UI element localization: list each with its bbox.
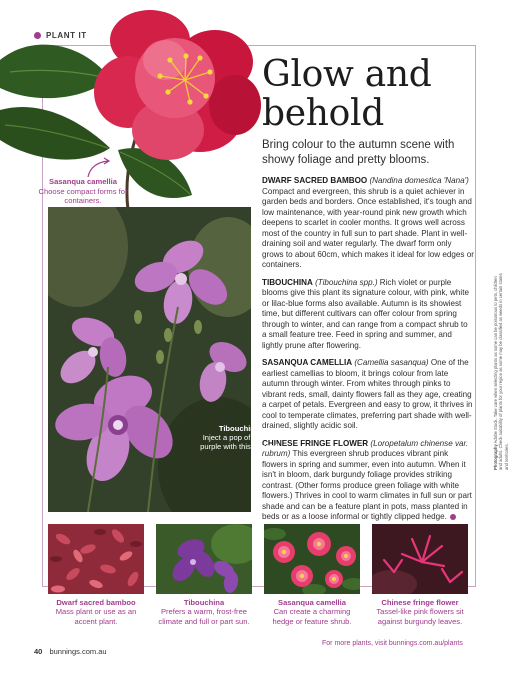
plant-scientific-name: (Loropetalum chinense var. rubrum) [262,438,469,458]
page-number: 40 [34,647,43,656]
plant-entry [262,358,474,432]
thumb-description: Mass plant or use as an accent plant. [55,607,137,626]
plant-description: One of the earliest camellias to bloom, it brings colour from late autumn through winter. From whites through pinks to vibrant reds, small, dainty flowers fall as they age, creating a carpet of petals. Evergreen and easy to grow, it thrives in cool to temperate climates, preferring part shade with well-drained, slightly acidic soil. [262,358,473,430]
thumb-image [156,524,252,594]
title-line-2: behold [262,93,384,134]
thumb-name: Sasanqua camellia [278,598,346,607]
thumb-image [372,524,468,594]
photo-credit-label: Photography [493,444,498,470]
plant-entry [262,278,474,352]
lede-text: Bring colour to the autumn scene with showy foliage and pretty blooms. [262,139,455,166]
thumb-image [264,524,360,594]
camellia-caption [28,177,138,206]
caption-text: Inject a pop of pink or purple with this beauty! [200,433,278,452]
tibouchina-caption [200,424,278,452]
thumb-image [48,524,144,594]
photo-credit [493,270,509,470]
tibouchina-photo [48,207,251,512]
thumb-name: Tibouchina [183,598,225,607]
thumb-chinese-fringe-flower [372,524,468,626]
plant-heading: SASANQUA CAMELLIA [262,358,353,367]
footer-left [34,647,107,656]
caption-arrow-icon [84,157,114,179]
caption-title: Sasanqua camellia [49,177,117,186]
end-mark-icon [450,514,456,520]
thumb-name: Chinese fringe flower [381,598,459,607]
footer-site: bunnings.com.au [49,647,107,656]
plant-entry [262,439,474,523]
section-label: PLANT IT [46,31,87,40]
thumb-description: Tassel-like pink flowers sit against burgundy leaves. [376,607,464,626]
thumb-description: Can create a charming hedge or feature shrub. [272,607,352,626]
thumb-sasanqua-camellia [264,524,360,626]
footer-more-link[interactable]: For more plants, visit bunnings.com.au/plants [322,640,463,647]
thumb-dwarf-sacred-bamboo [48,524,144,626]
plant-scientific-name: (Nandina domestica 'Nana') [369,176,469,185]
plant-description: Rich violet or purple blooms give this plant its signature colour, with pink, white or lilac-blue forms also available. Autumn is its showiest time, but different cultivars can offer colour from spring through to winter, and can range from a compact shrub to a small feature tree. Feed in spring and summer, and lightly prune after flowering. [262,277,469,350]
plant-heading: DWARF SACRED BAMBOO [262,176,368,185]
thumb-description: Prefers a warm, frost-free climate and full or part sun. [158,607,250,626]
caption-text: Choose compact forms for containers. [38,186,128,205]
plant-scientific-name: (Camellia sasanqua) [354,358,429,367]
plant-description: This evergreen shrub produces vibrant pink flowers in spring and summer, even into autumn. When it isn't in bloom, dark burgundy foliage provides striking contrast. (Other forms produce green foliage with white flowers.) Thrives in cool to warm climates in full sun or part shade and can be a feature plant in pots, mass planted in beds or as a loose informal or tightly clipped hedge. [262,449,472,521]
caption-title: Tibouchina [218,424,260,433]
plant-heading: TIBOUCHINA [262,277,313,287]
photo-credit-text: Adobe Stock. Take care when selecting plants as some can be poisonous to pets, children and adults. Check suitability of plants for your region as some may be classified as weeds in certain states and territories. [493,273,509,470]
article-body [262,176,474,530]
title-line-1: Glow and [262,54,432,95]
plant-entry [262,176,474,271]
plant-scientific-name: (Tibouchina spp.) [315,277,378,287]
plant-heading: CHINESE FRINGE FLOWER [262,438,369,448]
page-title [262,55,472,133]
tibouchina-illustration [48,207,251,512]
plant-description: Compact and evergreen, this shrub is a quiet achiever in garden beds and borders. Once established, it's tough and low maintenance, with year-round pink new growth which deepens to scarlet in cooler months. It grows well across most of the country in full sun to part shade. Plant in well-draining soil and water regularly. The dwarf form only grows to about 60cm, which makes it ideal for low edges or containers. [262,186,474,269]
thumb-name: Dwarf sacred bamboo [56,598,136,607]
thumb-tibouchina [156,524,252,626]
